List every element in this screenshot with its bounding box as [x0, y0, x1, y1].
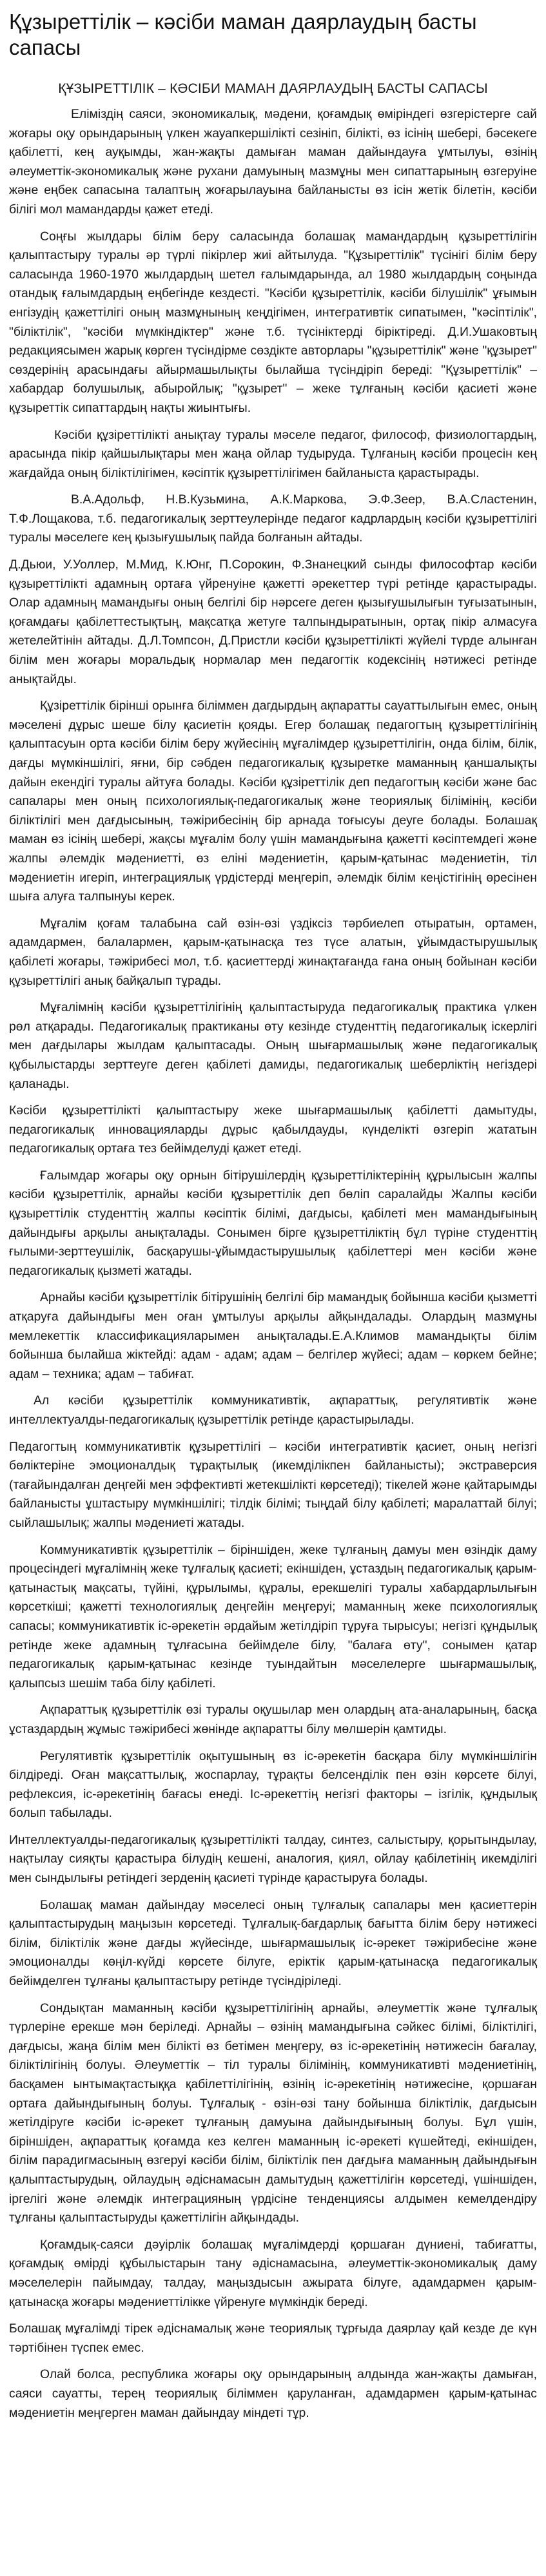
- article-paragraph: Интеллектуалды-педагогикалық құзыреттілікті талдау, синтез, салыстыру, қорытындылау, нақтылау сияқты қарастыра білудің кешені, аналогия, қиял, ойлау қабілетінің икемділігі мен сындылығы ретіндегі зерденің қасиеті түрінде қарастыруға болады.: [9, 1832, 537, 1886]
- article-paragraph: Болашақ маман дайындау мәселесі оның тұлғалық сапалары мен қасиеттерін қалыптастырудың маңызын көрсетеді. Тұлғалық-бағдарлық бағытта білім беру нәтижесі білім, біліктілік және дағды жүйесінде, шығармашылық іс-әрекет тәжірибесіне және эмоционалды көңіл-күйді көрсете білуге, еріктік қарым-қатынасқа педагогикалық бейімделген тұлғаны қалыптастыру ретінде түсіндіріледі.: [9, 1897, 537, 1989]
- article-paragraph: Педагогтың коммуникативтік құзыреттілігі – кәсіби интегративтік қасиет, оның негізгі бөліктеріне эмоционалдық тұрақтылық (икемділікпен байланысты); экстраверсия (тағайындалған деңгейі мен эффективті жетекшілікті көрсетеді); тікелей және қайтарымды байланысты ұштастыру мүмкіншілігі; тілдік білімі; тыңдай білу қабілеті; маралаттай білуі; сыйлашылық; жалпы мәдениеті жатады.: [9, 1439, 537, 1530]
- article-paragraph: Арнайы кәсіби құзыреттілік бітірушінің белгілі бір мамандық бойынша кәсіби қызметті атқаруға дайындығы мен оған ұмтылуы арқылы айқындалады. Олардың мазмұны мемлекеттік классификацияларымен анықталады.Е.А.Климов мамандықты білім бойынша былайша жіктейді: адам - адам; адам – белгілер жүйесі; адам – көркем бейне; адам – техника; адам – табиғат.: [9, 1290, 537, 1381]
- article-paragraph: Ал кәсіби құзыреттілік коммуникативтік, ақпараттық, регулятивтік және интеллектуалды-педагогикалық құзыреттілік ретінде қарастырылады.: [9, 1393, 537, 1427]
- article-paragraph: Еліміздің саяси, экономикалық, мәдени, қоғамдық өміріндегі өзгерістерге сай жоғары оқу орындарының үлкен жауапкершілікті сезініп, білікті, өз ісінің шебері, бәсекеге қабілетті, кең ауқымды, жан-жақты дамыған маман дайындауға ұмтылуы, өзінің әлеуметтік-экономикалық және рухани дамуының мазмұны мен сипаттарының өзгеруіне және еңбек сапасына талаптың жоғарылауына байланысты өз ісін жетік білетін, кәсіби білігі мол мамандарды қажет етеді.: [9, 107, 537, 217]
- article-paragraph: Құзіреттілік бірінші орынға біліммен дагдырдың ақпаратты сауаттылығын емес, оның мәселені дұрыс шеше білу қасиетін қояды. Егер болашақ педагогтың құзыреттілігінің қалыптасуын орта кәсіби білім беру жүйесінің мұғалімдер құзыреттілігін, онда білім, білік, дағды мүмкіншілігі, яғни, бір сәбден педагогикалық құзыретке маманның қаншалықты дайын екендігі туралы айтуға болады. Кәсіби құзіреттілік деп педагогтың кәсіби және бас сапалары мен оның психологиялық-педагогикалық және теориялық білімінің, кәсіби біліктілігі мен дағдысының, тәжірибесінің бір арнада тоғысуы деуге болады. Болашақ маман өз ісінің шебері, жақсы мұғалім болу үшін мамандығына қажетті кәсіптемдегі және жалпы әлемдік мәдениетті, өз еліні мәдениетін, қарым-қатынас мәдениетін, тіл мәдениетін игеріп, интеграциялық үрдістерді меңгеріп, әлемдік білім кеңістігінің өресінен шыға алуға талпынуы керек.: [9, 699, 537, 904]
- article-body: [9, 105, 537, 2423]
- article-paragraph: В.А.Адольф, Н.В.Кузьмина, А.К.Маркова, Э.Ф.Зеер, В.А.Сластенин, Т.Ф.Лощакова, т.б. педагогикалық зерттеулерінде педагог кадрлардың кәсіби құзыреттілігі туралы мәселеге кең қызығушылық пайда болғанын айтады.: [9, 492, 537, 545]
- article-paragraph: Д.Дьюи, У.Уоллер, М.Мид, К.Юнг, П.Сорокин, Ф.Знанецкий сынды философтар кәсіби құзыреттілікті адамның ортаға үйренуіне қажетті әрекеттер түрі ретінде қарастырады. Олар адамның мамандығы оның белгілі бір нәрсеге деген қызығушылығын туғызатынын, қоғамдағы қабілеттестықтың, мақсатқа жетуге талпындыратынын, ортақ пікір алмасуға жетелейтінін айтады. Д.Л.Томпсон, Д.Пристли кәсіби құзыреттілікті жүйелі түрде алынған білім мен жоғары моральдық нормалар мен педагогтік кодексінің нәтижесі ретінде анықтайды.: [9, 557, 537, 686]
- article-paragraph: Олай болса, республика жоғары оқу орындарының алдында жан-жақты дамыған, саяси сауатты, терең теориялық біліммен қаруланған, адамдармен қарым-қатынас мәдениетін меңгерген маман дайындау міндеті тұр.: [9, 2367, 537, 2420]
- article-paragraph: Сондықтан маманның кәсіби құзыреттілігінің арнайы, әлеуметтік және тұлғалық түрлеріне ерекше мән беріледі. Арнайы – өзінің мамандығына сәйкес білімі, біліктілігі, дағдысы, жаңа білім мен білікті өз бетімен меңгеру, өз іс-әрекетінің нәтижесін бағалау, біліктілігінің болуы. Әлеуметтік – тіл туралы білімінің, коммуникативті мәдениетінің, басқамен ынтымақтастыққа қабілеттілігінің, өзінің іс-әрекетінің нәтижесіне, қоршаған ортаға дайындығының болуы. Тұлғалық - өзін-өзі тану бойынша біліктілік, дағдысын жетілдіруге кәсіби іс-әрекет тұлғаның дамуына дайындығының болуы. Бұл үшін, біріншіден, ақпараттық қоғамда кез келген маманның іс-әрекеті күшейтеді, екіншіден, білім парадигмасының өзгеруі кәсіби білім, біліктілік пен дағдыға маманның дайындығын қалыптастырудың, ойлаудың әдіснамасын дамытудың қажеттілігін көрсетеді, үшіншіден, іргелігі және әлемдік интеграцияның үрдісіне тенденциясы алдымен кемелдендіру тұлғаны қалыптастыруды қажеттілігін айқындады.: [9, 2000, 537, 2225]
- article-paragraph: Ғалымдар жоғары оқу орнын бітірушілердің құзыреттіліктерінің құрылысын жалпы кәсіби құзыреттілік, арнайы кәсіби құзыреттілік деп бөліп саралайды Жалпы кәсіби құзыреттілік студенттің жалпы кәсіптік білімі, дағдысы, қабілеті мен мамандығының дайындығы арқылы анықталады. Сонымен бірге құзыреттіліктің бұл түріне студенттің ғылыми-зерттеушілік, басқарушы-ұйымдастырушылық қабілеттері мен кәсіби және педагогикалық қызметі жатады.: [9, 1168, 537, 1278]
- article-paragraph: Регулятивтік құзыреттілік оқытушының өз іс-әрекетін басқара білу мүмкіншілігін білдіреді. Оған мақсаттылық, жоспарлау, тұрақты белсенділік пен өзін көрсете білуі, рефлексия, іс-әрекетінің бағасы енеді. Іс-әрекеттің негізгі факторы – ізгілік, құндылық болып табылады.: [9, 1748, 537, 1821]
- article-heading: ҚҰЗЫРЕТТІЛІК – КӘСІБИ МАМАН ДАЯРЛАУДЫҢ БАСТЫ САПАСЫ: [58, 81, 488, 96]
- article-paragraph: Қоғамдық-саяси дәуірлік болашақ мұғалімдерді қоршаған дүниені, табиғатты, қоғамдық өмірді құбылыстарын тану әдіснамасына, әлеуметтік-экономикалық даму мәселелерін пайымдау, талдау, маңыздысын ажырата білуге, адамдармен қарым-қатынасқа жоғары мәдениеттілікке үйренуге мүмкіндік береді.: [9, 2237, 537, 2309]
- article-paragraph: Болашақ мұғалімді тірек әдіснамалық және теориялық тұрғыда даярлау қай кезде де күн тәртібінен түспек емес.: [9, 2321, 537, 2355]
- article-paragraph: Мұғалімнің кәсіби құзыреттілігінің қалыптастыруда педагогикалық практика үлкен рөл атқарады. Педагогикалық практиканы өту кезінде студенттің педагогикалық іскерлігі мен дағдылары жылдам қалыптасады. Оның шығармашылық және педагогикалық құбылыстарды зерттеуге деген қабілеті дамиды, педагогикалық шеберліктің негіздері қаланады.: [9, 1000, 537, 1091]
- article-paragraph: Ақпараттық құзыреттілік өзі туралы оқушылар мен олардың ата-аналарының, басқа ұстаздардың жұмыс тәжірибесі жөнінде ақпаратты білу мөлшерін қамтиды.: [9, 1703, 537, 1736]
- page-title: Құзыреттілік – кәсіби маман даярлаудың басты сапасы: [9, 10, 477, 59]
- article-paragraph: Мұғалім қоғам талабына сай өзін-өзі үздіксіз тәрбиелеп отыратын, ортамен, адамдармен, балалармен, қарым-қатынасқа тез түсе алатын, ұйымдастырушылық қабілеті жоғары, тәжірибесі мол, т.б. қасиеттерді жинақтағанда ғана оның бойынан кәсіби құзыреттілігі анық байқалып тұрады.: [9, 916, 537, 988]
- article-paragraph: Соңғы жылдары білім беру саласында болашақ мамандардың құзыреттілігін қалыптастыру туралы әр түрлі пікірлер жиі айтылуда. "Құзыреттілік" түсінігі білім беру саласында 1960-1970 жылдардың шетел ғалымдарында, ал 1980 жылдардың соңында отандық ғалымдардың еңбегінде кездесті. "Кәсіби құзыреттілік, кәсіби білушілік" ұғымын енгізудің қажеттілігі оның мазмұнының кеңдігімен, интегративтік сипатымен, "кәсіптілік", "біліктілік", "кәсіби мүмкіндіктер" және т.б. түсініктерді біріктіреді. Д.И.Ушаковтың редакциясымен жарық көрген түсіндірме сөздікте авторлары "құзыреттілік" және "құзырет" сөздерінің арасындағы айырмашылықты былайша түсіндіріп береді: "Құзыреттілік" – хабардар болушылық, абыройлық; "құзырет" – жеке тұлғаның кәсіби қасиеті және құзыреттік сипаттардың нақты жиынтығы.: [9, 229, 537, 415]
- article-paragraph: Коммуникативтік құзыреттілік – біріншіден, жеке тұлғаның дамуы мен өзіндік даму процесіндегі мұғалімнің жеке тұлғалық қасиеті; екіншіден, ұстаздың педагогикалық қарым-қатынастық мақсаты, түйіні, құрылымы, құралы, ерекшелігі туралы хабардарлылығын көрсеткіші; қажетті технологиялық деңгейін меңгеруі; маманның жеке психологиялық сапасы; коммуникативтік іс-әрекетін әрдайым жетілдіріп тұруға тырысуы; негізгі құндылық ретінде жеке адамның тұлғасына бейімделе білу, "балаға өту", сонымен қатар педагогикалық қарым-қатынас кезінде туындайтын мәселелерге шығармашылық, қалыпсыз шешім таба білу қабілеті.: [9, 1542, 537, 1690]
- article-paragraph: Кәсіби құзіреттілікті анықтау туралы мәселе педагог, философ, физиологтардың, арасында пікір қайшылықтары мен жаңа ойлар тудыруда. Тұлғаның кәсіби процесін кең жағдайда оның біліктілігімен, кәсіптік құзыреттілігімен байланыста қарастырады.: [9, 427, 537, 480]
- article-paragraph: Кәсіби құзыреттілікті қалыптастыру жеке шығармашылық қабілетті дамытуды, педагогикалық инновацияларды дұрыс қабылдауды, күнделікті өзгеріп жататын педагогикалық ортаға тез бейімделуді қажет етеді.: [9, 1103, 537, 1156]
